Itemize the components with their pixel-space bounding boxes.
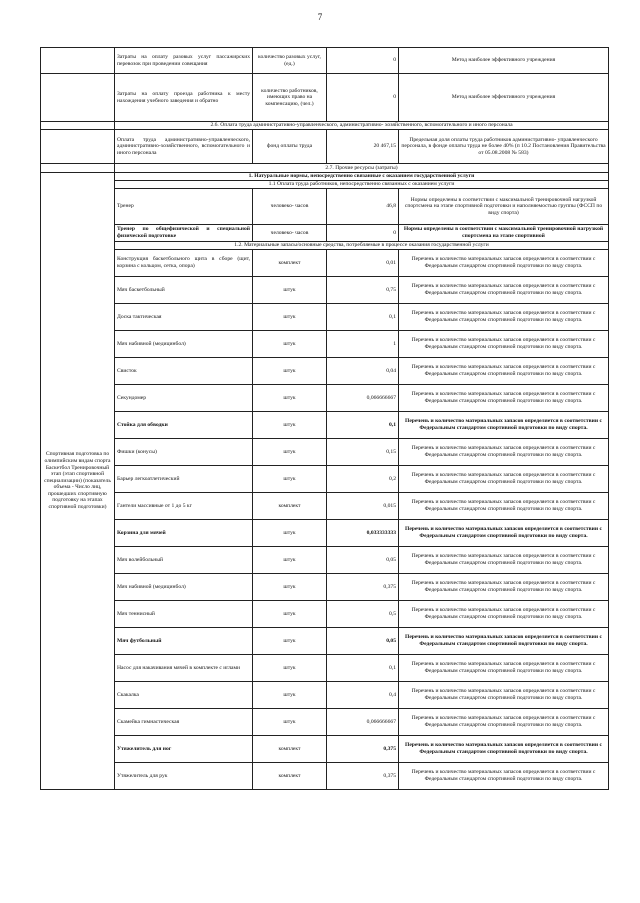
item-name: Скамейка гимнастическая (115, 709, 253, 736)
left-cell-empty (41, 74, 115, 122)
item-note: Предельная доля оплаты труда работников административно- управленческого персонала, в фонде оплаты труда не более 40% (п 10.2 Постановления Правительства от 05.08.2008 № 583) (399, 130, 609, 164)
item-note: Перечень и количество материальных запасов определяется в соответствии с Федеральным стандартом спортивной подготовки по виду спорта. (399, 439, 609, 466)
item-name: Доска тактическая (115, 304, 253, 331)
item-name: Утяжелитель для ног (115, 736, 253, 763)
item-value: 0,5 (327, 601, 399, 628)
item-note: Перечень и количество материальных запасов определяется в соответствии с Федеральным стандартом спортивной подготовки по виду спорта. (399, 682, 609, 709)
item-unit: штук (253, 331, 327, 358)
item-value: 0,1 (327, 412, 399, 439)
item-unit: человеко- часов (253, 189, 327, 225)
item-name: Корзина для мячей (115, 520, 253, 547)
item-note: Перечень и количество материальных запасов определяется в соответствии с Федеральным стандартом спортивной подготовки по виду спорта. (399, 277, 609, 304)
table-row (41, 655, 609, 682)
item-value: 0,375 (327, 574, 399, 601)
table-row (41, 682, 609, 709)
item-note: Метод наиболее эффективного учреждения (399, 48, 609, 74)
item-value: 0 (327, 48, 399, 74)
item-name: Конструкция баскетбольного щита в сборе (щит, корзина с кольцом, сетка, опора) (115, 250, 253, 277)
item-name: Насос для накачивания мячей в комплекте с иглами (115, 655, 253, 682)
item-unit: штук (253, 547, 327, 574)
norms-table (40, 47, 609, 790)
section-1-1-title: 1.1 Оплата труда работников, непосредственно связанных с оказанием услуги (115, 181, 609, 189)
item-value: 0,04 (327, 358, 399, 385)
table-row (41, 493, 609, 520)
left-cell-empty (41, 122, 115, 130)
item-note: Перечень и количество материальных запасов определяется в соответствии с Федеральным стандартом спортивной подготовки по виду спорта. (399, 250, 609, 277)
table-row (41, 358, 609, 385)
item-value: 0,1 (327, 655, 399, 682)
item-name: Гантели массивные от 1 до 5 кг (115, 493, 253, 520)
item-name: Барьер легкоатлетический (115, 466, 253, 493)
item-name: Утяжелитель для рук (115, 763, 253, 790)
item-unit: штук (253, 682, 327, 709)
section-row (41, 181, 609, 189)
item-note: Перечень и количество материальных запасов определяется в соответствии с Федеральным стандартом спортивной подготовки по виду спорта. (399, 709, 609, 736)
item-value: 0,15 (327, 439, 399, 466)
item-note: Перечень и количество материальных запасов определяется в соответствии с Федеральным стандартом спортивной подготовки по виду спорта. (399, 628, 609, 655)
section-row (41, 122, 609, 130)
table-row (41, 574, 609, 601)
item-value: 0,01 (327, 250, 399, 277)
item-value: 0,375 (327, 736, 399, 763)
item-unit: штук (253, 412, 327, 439)
table-row (41, 628, 609, 655)
section-1-title: 1. Натуральные нормы, непосредственно связанные с оказанием государственной услуги (115, 173, 609, 181)
item-name: Мяч волейбольный (115, 547, 253, 574)
item-value: 20 467,15 (327, 130, 399, 164)
item-name: Мяч теннисный (115, 601, 253, 628)
item-note: Нормы определены в соответствии с максимальной тренировочной нагрузкой спортсмена на этапе спортивной подготовки и наполняемостью группы (ФССП по виду спорта) (399, 189, 609, 225)
item-note: Перечень и количество материальных запасов определяется в соответствии с Федеральным стандартом спортивной подготовки по виду спорта. (399, 412, 609, 439)
item-name: Тренер по общефизической и специальной физической подготовке (115, 225, 253, 242)
item-unit: штук (253, 304, 327, 331)
left-cell-empty (41, 48, 115, 74)
table-row (41, 709, 609, 736)
table-row (41, 439, 609, 466)
item-name: Мяч баскетбольный (115, 277, 253, 304)
item-unit: количество разовых услуг, (ед.) (253, 48, 327, 74)
page-number: 7 (317, 12, 323, 22)
item-value: 46,8 (327, 189, 399, 225)
item-unit: штук (253, 358, 327, 385)
table-row (41, 225, 609, 242)
item-name: Тренер (115, 189, 253, 225)
item-note: Метод наиболее эффективного учреждения (399, 74, 609, 122)
item-name: Мяч футбольный (115, 628, 253, 655)
section-2-7-title: 2.7. Прочие ресурсы (затраты) (115, 164, 609, 173)
item-note: Перечень и количество материальных запасов определяется в соответствии с Федеральным стандартом спортивной подготовки по виду спорта. (399, 358, 609, 385)
item-name: Секундомер (115, 385, 253, 412)
item-value: 0,05 (327, 628, 399, 655)
table-row (41, 189, 609, 225)
item-unit: фонд оплаты труда (253, 130, 327, 164)
item-value: 0,1 (327, 304, 399, 331)
item-unit: комплект (253, 736, 327, 763)
item-unit: штук (253, 574, 327, 601)
item-note: Перечень и количество материальных запасов определяется в соответствии с Федеральным стандартом спортивной подготовки по виду спорта. (399, 655, 609, 682)
table-row (41, 547, 609, 574)
table-row (41, 520, 609, 547)
item-unit: комплект (253, 493, 327, 520)
item-unit: штук (253, 655, 327, 682)
table-row (41, 736, 609, 763)
item-value: 0,4 (327, 682, 399, 709)
item-name: Скакалка (115, 682, 253, 709)
item-unit: штук (253, 466, 327, 493)
service-description: Спортивная подготовка по олимпийским видам спорта Баскетбол Тренировочный этап (этап спортивной специализации) (показатель объема - Число лиц, прошедших спортивную подготовку на этапах спортивной подготовки) (41, 173, 115, 790)
item-note: Перечень и количество материальных запасов определяется в соответствии с Федеральным стандартом спортивной подготовки по виду спорта. (399, 331, 609, 358)
item-unit: штук (253, 385, 327, 412)
table-row (41, 250, 609, 277)
item-note: Перечень и количество материальных запасов определяется в соответствии с Федеральным стандартом спортивной подготовки по виду спорта. (399, 466, 609, 493)
section-row (41, 173, 609, 181)
item-value: 1 (327, 331, 399, 358)
item-value: 0,75 (327, 277, 399, 304)
item-name: Мяч набивной (медицинбол) (115, 574, 253, 601)
item-value: 0 (327, 74, 399, 122)
item-note: Перечень и количество материальных запасов определяется в соответствии с Федеральным стандартом спортивной подготовки по виду спорта. (399, 304, 609, 331)
item-unit: штук (253, 601, 327, 628)
table-row (41, 601, 609, 628)
item-name: Свисток (115, 358, 253, 385)
item-value: 0,2 (327, 466, 399, 493)
item-note: Перечень и количество материальных запасов определяется в соответствии с Федеральным стандартом спортивной подготовки по виду спорта. (399, 574, 609, 601)
item-unit: количество работников, имеющих право на компенсацию, (чел.) (253, 74, 327, 122)
item-note: Перечень и количество материальных запасов определяется в соответствии с Федеральным стандартом спортивной подготовки по виду спорта. (399, 736, 609, 763)
item-name: Оплата труда административно-управленческого, административно-хозяйственного, вспомогательного и иного персонала (115, 130, 253, 164)
item-note: Перечень и количество материальных запасов определяется в соответствии с Федеральным стандартом спортивной подготовки по виду спорта. (399, 547, 609, 574)
item-name: Затраты на оплату проезда работника к месту нахождения учебного заведения и обратно (115, 74, 253, 122)
item-name: Затраты на оплату разовых услуг пассажирских перевозок при проведении совещания (115, 48, 253, 74)
item-value: 0,05 (327, 547, 399, 574)
section-row (41, 164, 609, 173)
item-unit: штук (253, 709, 327, 736)
item-name: Стойка для обводки (115, 412, 253, 439)
item-value: 0,375 (327, 763, 399, 790)
item-note: Перечень и количество материальных запасов определяется в соответствии с Федеральным стандартом спортивной подготовки по виду спорта. (399, 601, 609, 628)
item-note: Перечень и количество материальных запасов определяется в соответствии с Федеральным стандартом спортивной подготовки по виду спорта. (399, 763, 609, 790)
item-unit: комплект (253, 250, 327, 277)
item-unit: штук (253, 277, 327, 304)
table-row (41, 385, 609, 412)
item-note: Перечень и количество материальных запасов определяется в соответствии с Федеральным стандартом спортивной подготовки по виду спорта. (399, 493, 609, 520)
section-1-2-title: 1.2. Материальные запасы/основные средства, потребляемые в процессе оказания государственной услуги (115, 242, 609, 250)
table-row (41, 277, 609, 304)
item-unit: человеко- часов (253, 225, 327, 242)
item-value: 0,066666667 (327, 709, 399, 736)
item-unit: штук (253, 439, 327, 466)
table-row (41, 763, 609, 790)
item-unit: штук (253, 520, 327, 547)
table-row (41, 304, 609, 331)
item-unit: штук (253, 628, 327, 655)
table-row (41, 74, 609, 122)
section-row (41, 242, 609, 250)
item-note: Перечень и количество материальных запасов определяется в соответствии с Федеральным стандартом спортивной подготовки по виду спорта. (399, 520, 609, 547)
item-name: Мяч набивной (медицинбол) (115, 331, 253, 358)
item-value: 0,015 (327, 493, 399, 520)
left-cell-empty (41, 164, 115, 173)
section-2-6-title: 2.6. Оплата труда административно-управленческого, административно- хозяйственного, вспомогательного и иного персонала (115, 122, 609, 130)
item-note: Перечень и количество материальных запасов определяется в соответствии с Федеральным стандартом спортивной подготовки по виду спорта. (399, 385, 609, 412)
left-cell-empty (41, 130, 115, 164)
item-unit: комплект (253, 763, 327, 790)
item-value: 0,066666667 (327, 385, 399, 412)
table-row (41, 130, 609, 164)
item-value: 0 (327, 225, 399, 242)
table-row (41, 48, 609, 74)
item-name: Фишки (конусы) (115, 439, 253, 466)
table-row (41, 466, 609, 493)
table-row (41, 412, 609, 439)
item-note: Нормы определены в соответствии с максимальной тренировочной нагрузкой спортсмена на этапе спортивной (399, 225, 609, 242)
table-row (41, 331, 609, 358)
item-value: 0,033333333 (327, 520, 399, 547)
